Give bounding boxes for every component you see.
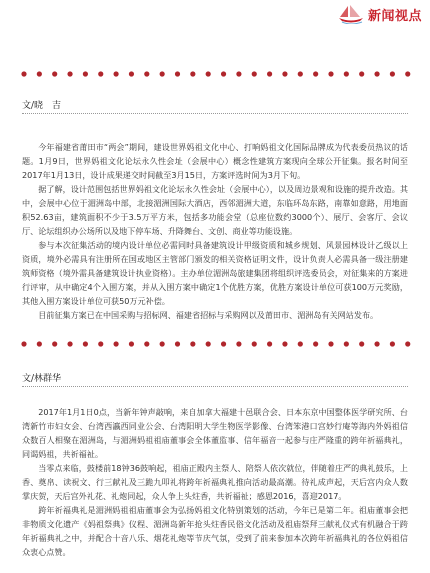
article-1-body (22, 140, 408, 322)
article-1-paragraph: 今年福建省莆田市“两会”期间，建设世界妈祖文化中心、打响妈祖文化国际品牌成为代表委员热议的话题。1月9日，世界妈祖文化论坛永久性会址（会展中心）概念性建筑方案现向全球公开征集。报名时间至2017年1月13日，设计成果递交时间截至3月15日，方案评选时间为3月下旬。 (22, 142, 408, 180)
divider-dot (67, 341, 72, 346)
divider-dot (52, 71, 57, 76)
divider-dot (129, 71, 134, 76)
divider-dot (390, 341, 395, 346)
header-logo (336, 4, 422, 24)
article-2-paragraph: 跨年祈福典礼是湄洲妈祖祖庙董事会为弘扬妈祖文化特别策划的活动，今年已是第二年。祖庙董事会把非物质文化遗产《妈祖祭典》仪程、湄洲岛新年抢头炷香民俗文化活动及祖庙祭拜三献礼仪式有机融合于跨年祈福典礼之中，并配合十音八乐、烟花礼炮等节庆气氛，受到了前来参加本次跨年祈福典礼的各位妈祖信众衷心点赞。 (22, 505, 408, 557)
article-1-byline: 文/晓 吉 (22, 101, 62, 111)
divider-dot (298, 341, 303, 346)
divider-dot (175, 71, 180, 76)
divider-dot (313, 341, 318, 346)
divider-dot (37, 71, 42, 76)
divider-dot (160, 71, 165, 76)
divider-dot (405, 71, 410, 76)
divider-dot (114, 71, 119, 76)
divider-dot (129, 341, 134, 346)
article-2-byline: 文/林群华 (22, 374, 62, 384)
divider-dot (252, 341, 257, 346)
divider-dot (98, 71, 103, 76)
article-1-paragraph: 据了解，设计范围包括世界妈祖文化论坛永久性会址（会展中心），以及周边景观和设施的提升改造。其中，会展中心位于湄洲岛中部，北接湄洲国际大酒店，西邻湄洲大道，东临环岛东路，南靠如意路，用地面积52.63亩，建筑面积不少于3.5万平方米，包括多功能会堂（总座位数约3000个）、展厅、会客厅、会议厅、论坛组织办公场所以及地下停车场、升降舞台、文创、商业等功能设施。 (22, 184, 408, 236)
divider-dot (374, 341, 379, 346)
article-1-paragraph: 目前征集方案已在中国采购与招标网、福建省招标与采购网以及莆田市、湄洲岛有关网站发布。 (38, 310, 379, 320)
column-title: 新闻视点 (367, 8, 422, 24)
article-2-paragraph: 2017年1月1日0点，当新年钟声敲响，来自加拿大福建十邑联合会、日本东京中国整体医学研究所、台湾新竹市妇女会、台湾西瀛西同业公会、台湾阳明大学生物医学影像、台湾笨港口宫妙行庵等海内外妈祖信众数百人相聚在湄洲岛，与湄洲妈祖祖庙董事会全体董监事、信年福音一起参与庄严隆重的跨年祈福典礼，同谒妈祖，共祈福祉。 (22, 407, 408, 459)
divider-dot (313, 71, 318, 76)
divider-dot (175, 341, 180, 346)
divider-dot (206, 341, 211, 346)
divider-dot (282, 341, 287, 346)
divider-dot (190, 71, 195, 76)
divider-dot (144, 71, 149, 76)
divider-dot (405, 341, 410, 346)
divider-dot (52, 341, 57, 346)
divider-dot (252, 71, 257, 76)
divider-dot (190, 341, 195, 346)
divider-dot (236, 341, 241, 346)
byline-rule (22, 113, 408, 114)
dotted-divider-top (20, 70, 412, 78)
article-2-paragraph: 当零点来临，鼓楼前18钟36鼓响起，祖庙正殿内主祭人、陪祭人依次就位，伴随着庄严的典礼鼓乐，上香、奠帛、读祝文、行三献礼及三跪九叩礼将跨年祈福典礼推向活动最高潮。待礼成声起，天后宫内众人数掌庆贺，天后宫外礼花、礼炮同起，众人争上头炷香，共祈福祉；感恩2016，喜迎2017。 (22, 463, 408, 501)
divider-dot (21, 341, 26, 346)
divider-dot (236, 71, 241, 76)
divider-dot (267, 71, 272, 76)
divider-dot (390, 71, 395, 76)
divider-dot (267, 341, 272, 346)
divider-dot (21, 71, 26, 76)
article-1-paragraph: 参与本次征集活动的境内设计单位必需同时具备建筑设计甲级资质和城乡规划、风景园林设计乙级以上资质，境外必需具有注册所在国或地区主管部门颁发的相关资格证明文件，设计负责人必需具备一级注册建筑师资格（境外需具备建筑设计执业资格）。主办单位湄洲岛旅建集团将组织评选委员会，对征集来的方案进行评审，从中确定4个入围方案，并从入围方案中确定1个优胜方案，优胜方案设计单位可获100万元奖励，其他入围方案设计单位可获50万元补偿。 (22, 240, 408, 306)
divider-dot (328, 341, 333, 346)
divider-dot (144, 341, 149, 346)
dotted-divider-middle (20, 340, 412, 348)
divider-dot (37, 341, 42, 346)
divider-dot (344, 341, 349, 346)
divider-dot (282, 71, 287, 76)
divider-dot (114, 341, 119, 346)
sailboat-icon (336, 4, 366, 24)
divider-dot (344, 71, 349, 76)
byline-rule (22, 386, 408, 387)
divider-dot (67, 71, 72, 76)
divider-dot (98, 341, 103, 346)
divider-dot (83, 71, 88, 76)
divider-dot (298, 71, 303, 76)
divider-dot (221, 341, 226, 346)
divider-dot (160, 341, 165, 346)
divider-dot (359, 341, 364, 346)
divider-dot (328, 71, 333, 76)
divider-dot (359, 71, 364, 76)
divider-dot (83, 341, 88, 346)
divider-dot (206, 71, 211, 76)
divider-dot (221, 71, 226, 76)
article-2-body (22, 405, 408, 559)
divider-dot (374, 71, 379, 76)
